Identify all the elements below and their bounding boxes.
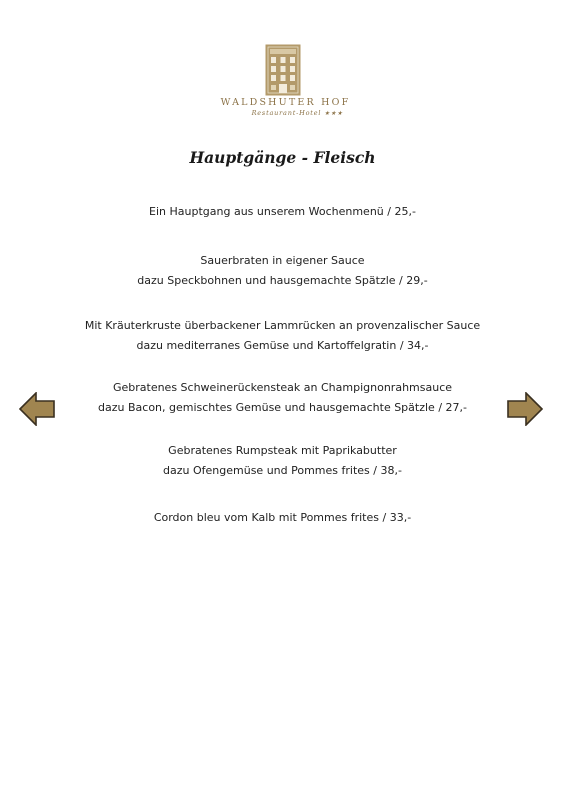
menu-item — [40, 202, 525, 222]
menu-item-sides-and-price: dazu Bacon, gemischtes Gemüse und hausgemachte Spätzle / 27,- — [98, 401, 467, 414]
menu-item — [40, 508, 525, 528]
menu-item-sides-and-price: dazu mediterranes Gemüse und Kartoffelgratin / 34,- — [136, 339, 429, 352]
arrow-right-icon[interactable] — [507, 392, 543, 426]
hotel-stars: ★★★ — [324, 110, 344, 117]
menu-section-heading: Hauptgänge - Fleisch — [189, 148, 376, 167]
restaurant-logo — [0, 44, 565, 117]
restaurant-name: WALDSHUTER HOF — [220, 97, 351, 108]
menu-item-description: Gebratenes Rumpsteak mit Paprikabutter — [168, 444, 397, 457]
restaurant-subtitle: Restaurant-Hotel — [251, 109, 322, 117]
arrow-left-icon[interactable] — [19, 392, 55, 426]
menu-item-description: Sauerbraten in eigener Sauce — [200, 254, 365, 267]
menu-item-description: Ein Hauptgang aus unserem Wochenmenü / 25,- — [149, 205, 416, 218]
menu-item — [40, 251, 525, 291]
menu-item-sides-and-price: dazu Ofengemüse und Pommes frites / 38,- — [163, 464, 402, 477]
menu-item — [40, 316, 525, 356]
restaurant-subtitle-line — [0, 109, 565, 117]
menu-item — [40, 378, 525, 418]
menu-item-sides-and-price: dazu Speckbohnen und hausgemachte Spätzle / 29,- — [137, 274, 428, 287]
menu-item — [40, 441, 525, 481]
menu-item-description: Cordon bleu vom Kalb mit Pommes frites / 33,- — [153, 511, 412, 524]
menu-item-description: Gebratenes Schweinerückensteak an Champignonrahmsauce — [112, 381, 453, 394]
menu-item-description: Mit Kräuterkruste überbackener Lammrücken an provenzalischer Sauce — [84, 319, 481, 332]
building-facade-icon — [265, 44, 301, 96]
